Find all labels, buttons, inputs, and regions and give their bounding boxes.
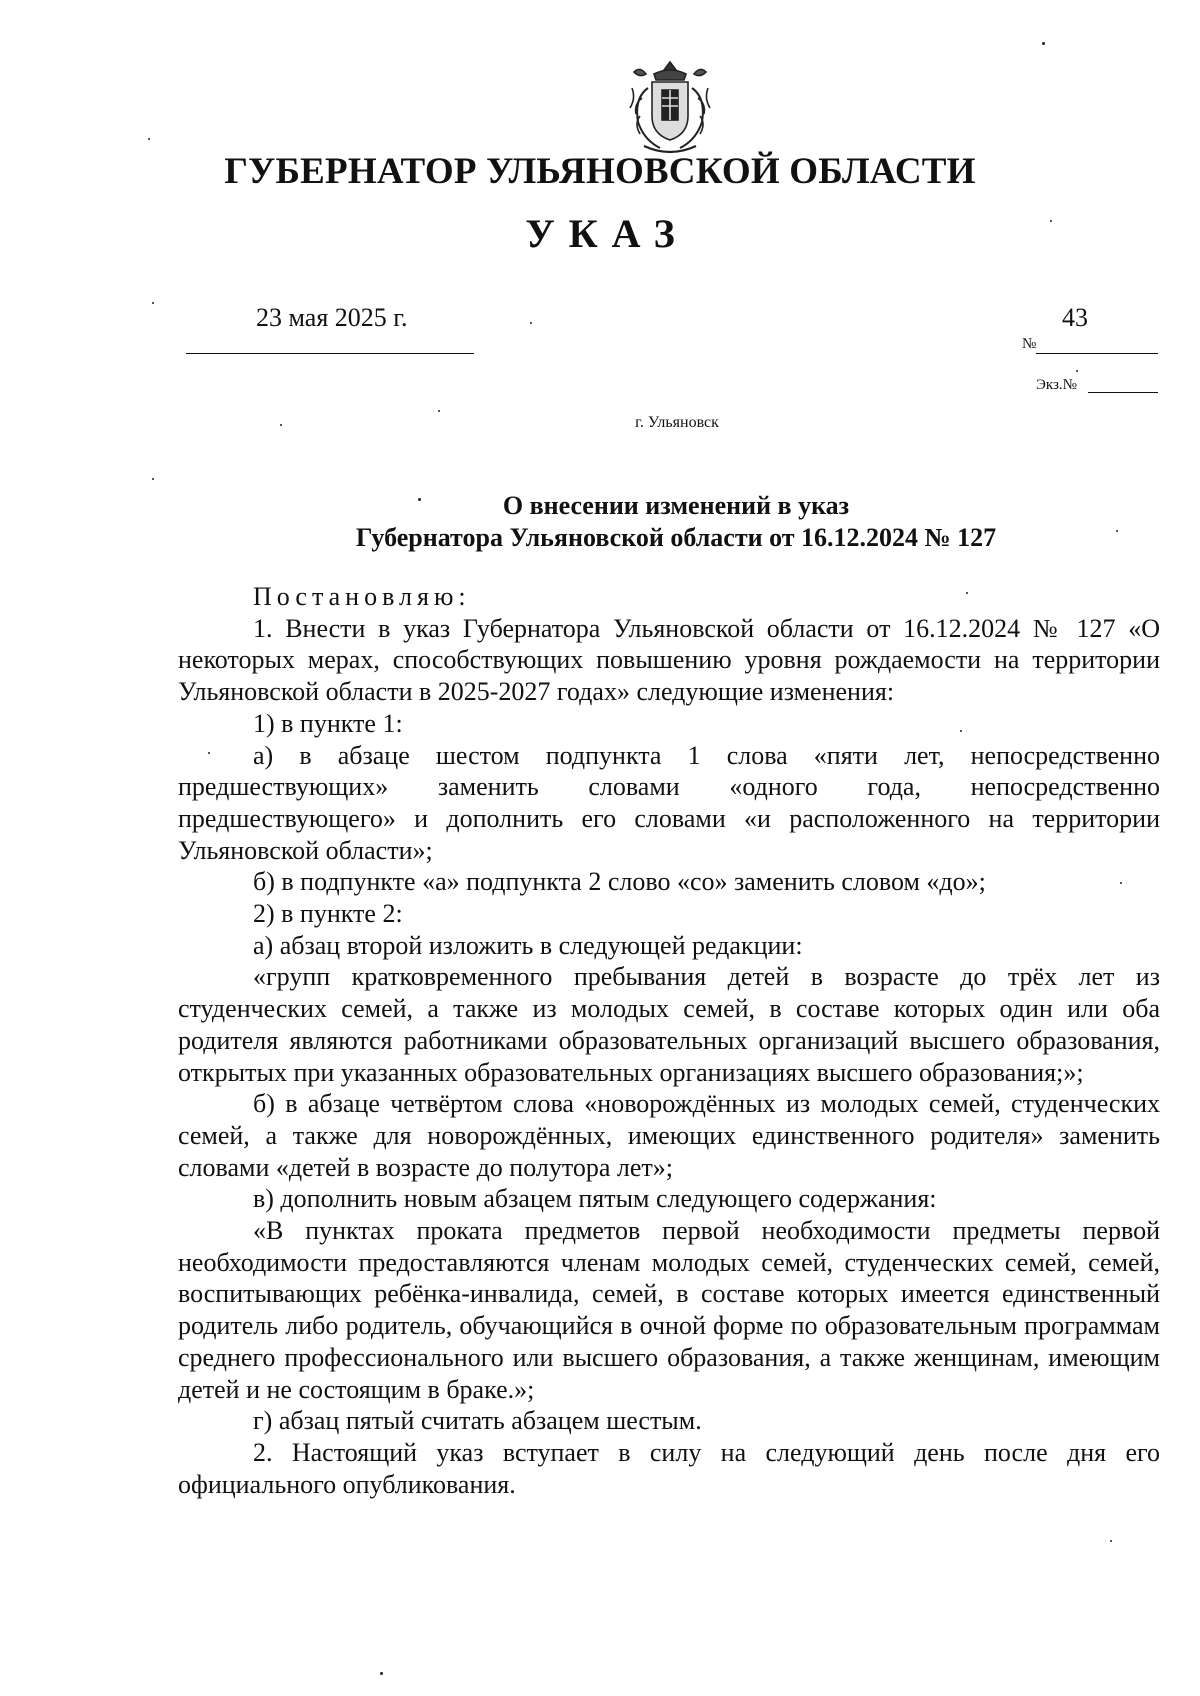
number-underline xyxy=(1036,353,1158,354)
number-label: № xyxy=(1022,336,1037,352)
body-paragraph: б) в абзаце четвёртом слова «новорождённых из молодых семей, студенческих семей, а также для новорождённых, имеющих единственного родителя» заменить словами «детей в возрасте до полутора лет»; xyxy=(178,1089,1160,1182)
document-type: УКАЗ xyxy=(525,211,689,256)
subject-line-2: Губернатора Ульяновской области от 16.12.2024 № 127 xyxy=(355,523,997,552)
scan-speck xyxy=(1116,530,1118,532)
scan-speck xyxy=(1120,882,1122,884)
decree-preamble: Постановляю: xyxy=(253,582,471,611)
body-paragraph: г) абзац пятый считать абзацем шестым. xyxy=(253,1406,702,1436)
document-body xyxy=(178,581,1160,1500)
body-paragraph: «групп кратковременного пребывания детей в возрасте до трёх лет из студенческих семей, а также из молодых семей, в составе которых один или оба родителя являются работниками образовательных организаций высшего образования, открытых при указанных образовательных организациях высшего образования;»; xyxy=(178,962,1160,1087)
subject-line-1: О внесении изменений в указ xyxy=(502,491,850,520)
scan-speck xyxy=(530,322,532,324)
document-subject xyxy=(250,490,1102,554)
body-paragraph: а) в абзаце шестом подпункта 1 слова «пяти лет, непосредственно предшествующих» заменить словами «одного года, непосредственно предшествующего» и дополнить его словами «и расположенного на территории Ульяновской области»; xyxy=(178,740,1160,865)
scan-speck xyxy=(380,1672,383,1675)
city: г. Ульяновск xyxy=(635,414,719,431)
body-paragraph: б) в подпункте «а» подпункта 2 слово «со» заменить словом «до»; xyxy=(253,867,986,897)
scan-speck xyxy=(438,410,440,412)
body-paragraph: «В пунктах проката предметов первой необходимости предметы первой необходимости предоставляются членам молодых семей, студенческих семей, семей, воспитывающих ребёнка-инвалида, семей, в составе которых имеется единственный родитель либо родитель, обучающийся в очной форме по образовательным программам среднего профессионального или высшего образования, а также женщинам, имеющим детей и не состоящим в браке.»; xyxy=(178,1216,1160,1404)
document-number: 43 xyxy=(1062,303,1088,332)
scan-speck xyxy=(1050,220,1052,222)
scan-speck xyxy=(418,498,421,501)
scan-speck xyxy=(960,730,962,732)
scan-speck xyxy=(1042,42,1045,45)
body-paragraph: 1. Внести в указ Губернатора Ульяновской области от 16.12.2024 № 127 «О некоторых мерах, способствующих повышению уровня рождаемости на территории Ульяновской области в 2025-2027 годах» следующие изменения: xyxy=(178,613,1160,707)
body-paragraph: 2. Настоящий указ вступает в силу на следующий день после дня его официального опубликования. xyxy=(178,1437,1160,1499)
scan-speck xyxy=(208,752,210,754)
document-date: 23 мая 2025 г. xyxy=(256,303,408,332)
body-paragraph: в) дополнить новым абзацем пятым следующего содержания: xyxy=(253,1184,937,1214)
scan-speck xyxy=(280,424,282,426)
scan-speck xyxy=(152,478,154,480)
body-paragraph: а) абзац второй изложить в следующей редакции: xyxy=(253,930,803,960)
body-paragraph: 2) в пункте 2: xyxy=(253,899,403,929)
scan-speck xyxy=(152,302,154,304)
copy-number-label: Экз.№ xyxy=(1036,377,1077,393)
scan-speck xyxy=(1110,1540,1112,1542)
authority-title: ГУБЕРНАТОР УЛЬЯНОВСКОЙ ОБЛАСТИ xyxy=(224,151,976,192)
copy-number-underline xyxy=(1088,392,1158,393)
coat-of-arms-icon xyxy=(624,58,716,158)
scan-speck xyxy=(148,138,150,140)
body-paragraph: 1) в пункте 1: xyxy=(253,708,403,738)
scan-speck xyxy=(966,592,968,594)
date-underline xyxy=(186,353,474,354)
scan-speck xyxy=(1076,370,1078,372)
